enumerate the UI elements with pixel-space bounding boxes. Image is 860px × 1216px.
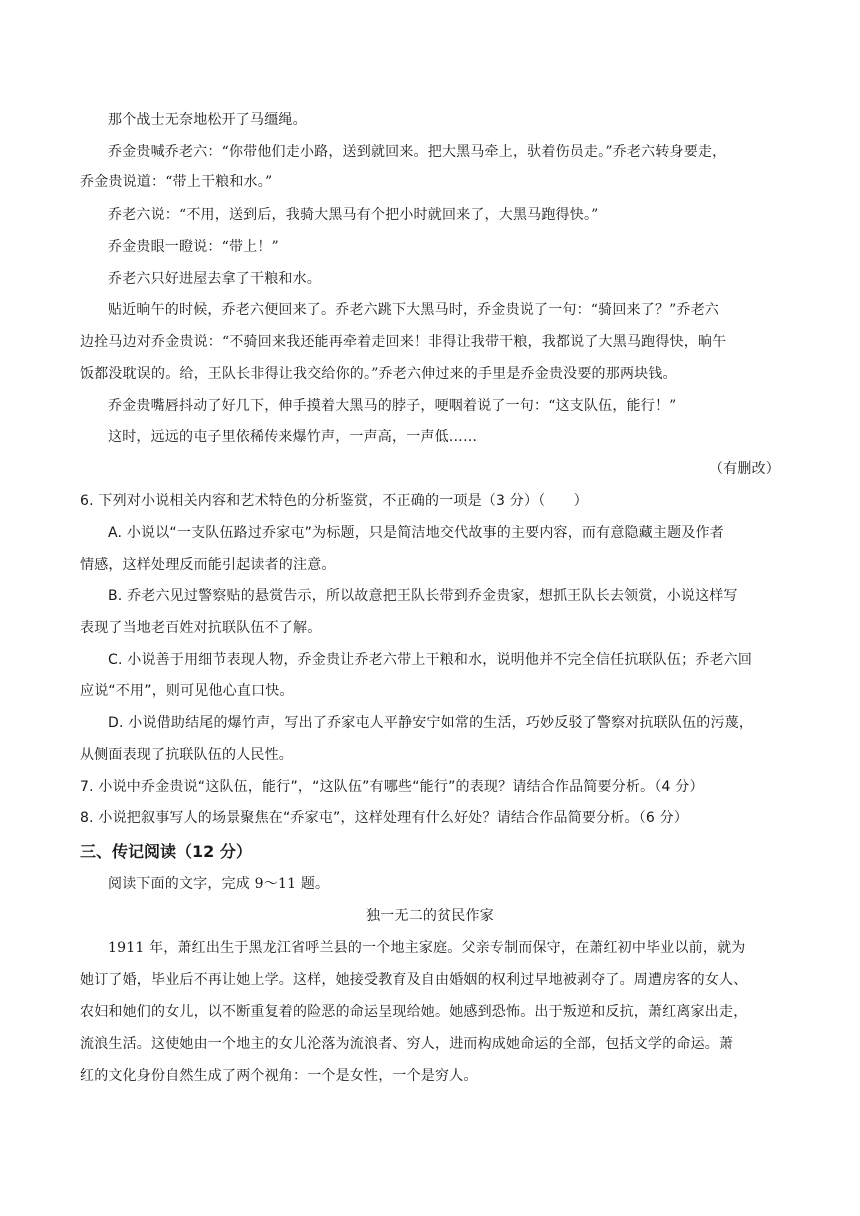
section-instruction: 阅读下面的文字，完成 9～11 题。	[108, 876, 330, 892]
question-6: 6. 下列对小说相关内容和艺术特色的分析鉴赏，不正确的一项是（3 分）（ ）	[80, 493, 588, 509]
question-6-option-b-continued: 表现了当地老百姓对抗联队伍不了解。	[80, 620, 322, 636]
story-paragraph: 乔金贵眼一瞪说：“带上！”	[108, 239, 279, 255]
question-6-option-d-continued: 从侧面表现了抗联队伍的人民性。	[80, 747, 293, 763]
bio-paragraph-continued: 红的文化身份自然生成了两个视角：一个是女性，一个是穷人。	[80, 1068, 478, 1084]
story-paragraph: 那个战士无奈地松开了马缰绳。	[108, 112, 307, 128]
question-8: 8. 小说把叙事写人的场景聚焦在“乔家屯”，这样处理有什么好处？请结合作品简要分析。（6 分）	[80, 810, 689, 826]
passage-title: 独一无二的贫民作家	[366, 908, 494, 924]
story-paragraph: 乔金贵喊乔老六：“你带他们走小路，送到就回来。把大黑马牵上，驮着伤员走。”乔老六转身要走，	[108, 144, 727, 160]
edit-note: （有删改）	[709, 461, 780, 477]
question-6-option-b: B. 乔老六见过警察贴的悬赏告示，所以故意把王队长带到乔金贵家，想抓王队长去领赏，小说这样写	[108, 588, 738, 604]
question-7: 7. 小说中乔金贵说“这队伍，能行”，“这队伍”有哪些“能行”的表现？请结合作品简要分析。（4 分）	[80, 779, 704, 795]
story-paragraph: 贴近晌午的时候，乔老六便回来了。乔老六跳下大黑马时，乔金贵说了一句：“骑回来了？”乔老六	[108, 302, 720, 318]
story-paragraph: 乔金贵嘴唇抖动了好几下，伸手摸着大黑马的脖子，哽咽着说了一句：“这支队伍，能行！”	[108, 398, 677, 414]
story-paragraph-continued: 乔金贵说道：“带上干粮和水。”	[80, 174, 273, 190]
bio-paragraph-continued: 农妇和她们的女儿，以不断重复着的险恶的命运呈现给她。她感到恐怖。出于叛逆和反抗，萧红离家出走，	[80, 1004, 748, 1020]
story-paragraph: 乔老六只好进屋去拿了干粮和水。	[108, 271, 321, 287]
story-paragraph-continued: 饭都没耽误的。给，王队长非得让我交给你的。”乔老六伸过来的手里是乔金贵没要的那两块钱。	[80, 366, 677, 382]
question-6-option-a: A. 小说以“一支队伍路过乔家屯”为标题，只是简洁地交代故事的主要内容，而有意隐藏主题及作者	[108, 525, 724, 541]
question-6-option-d: D. 小说借助结尾的爆竹声，写出了乔家屯人平静安宁如常的生活，巧妙反驳了警察对抗联队伍的污蔑，	[108, 715, 754, 731]
question-6-option-a-continued: 情感，这样处理反而能引起读者的注意。	[80, 557, 336, 573]
story-paragraph: 这时，远远的屯子里依稀传来爆竹声，一声高，一声低……	[108, 429, 478, 445]
story-paragraph: 乔老六说：“不用，送到后，我骑大黑马有个把小时就回来了，大黑马跑得快。”	[108, 207, 599, 223]
question-6-option-c: C. 小说善于用细节表现人物，乔金贵让乔老六带上干粮和水，说明他并不完全信任抗联队伍；乔老六回	[108, 652, 753, 668]
story-paragraph-continued: 边拴马边对乔金贵说：“不骑回来我还能再牵着走回来！非得让我带干粮，我都说了大黑马跑得快，晌午	[80, 334, 727, 350]
bio-paragraph-continued: 流浪生活。这使她由一个地主的女儿沦落为流浪者、穷人，进而构成她命运的全部，包括文学的命运。萧	[80, 1036, 734, 1052]
question-6-option-c-continued: 应说“不用”，则可见他心直口快。	[80, 683, 294, 699]
section-heading: 三、传记阅读（12 分）	[80, 842, 252, 861]
bio-paragraph: 1911 年，萧红出生于黑龙江省呼兰县的一个地主家庭。父亲专制而保守，在萧红初中毕业以前，就为	[108, 940, 746, 956]
bio-paragraph-continued: 她订了婚，毕业后不再让她上学。这样，她接受教育及自由婚姻的权利过早地被剥夺了。周遭房客的女人、	[80, 972, 748, 988]
